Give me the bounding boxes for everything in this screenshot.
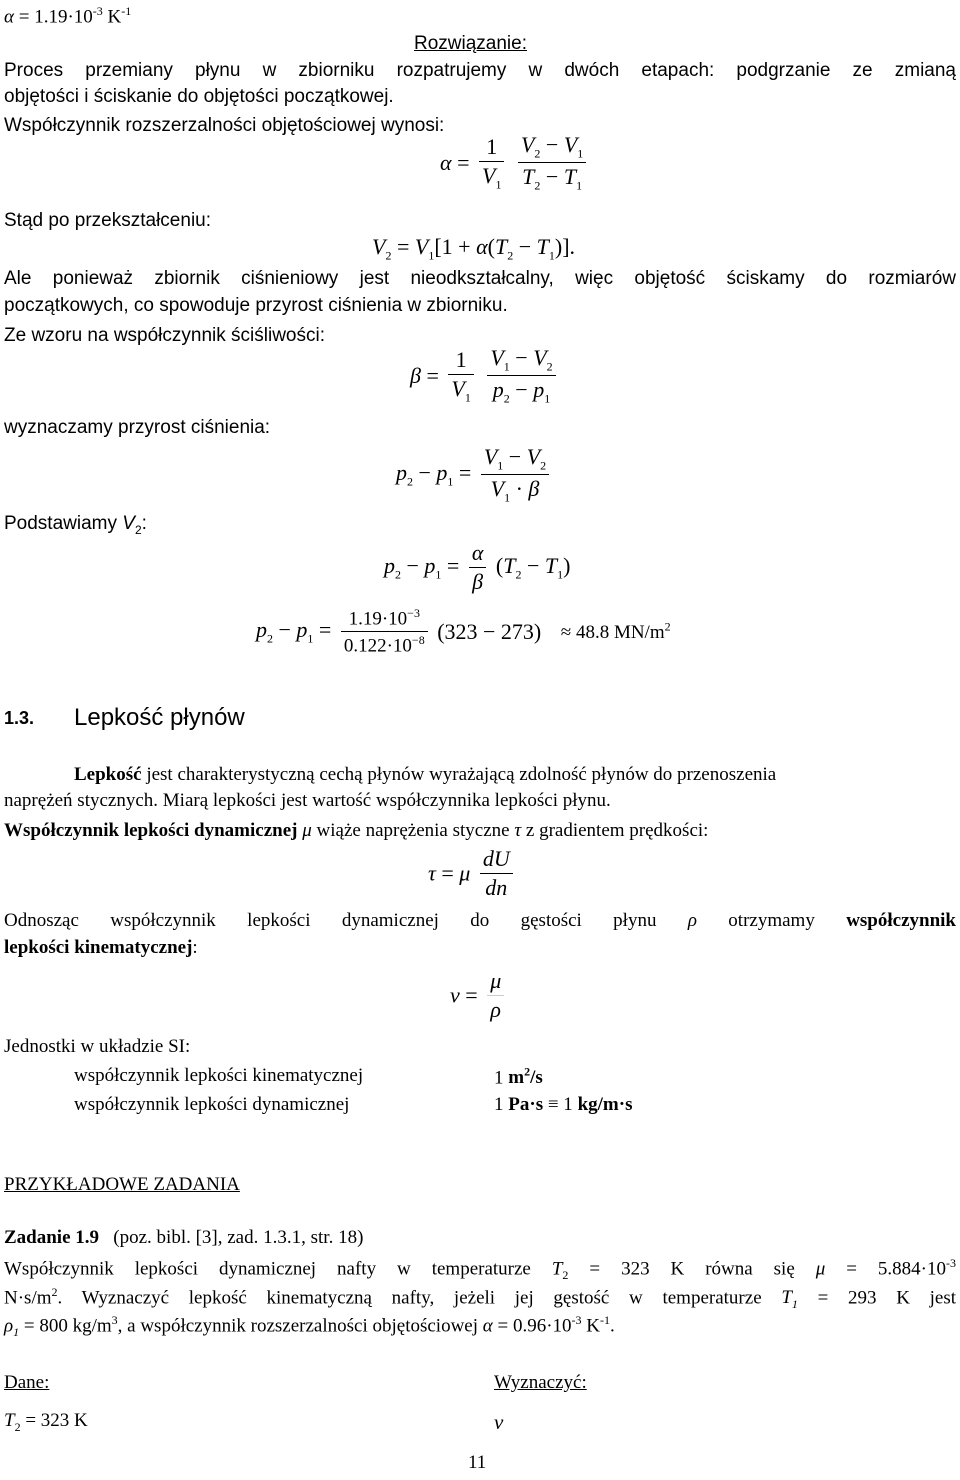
find-label: Wyznaczyć: [494, 1372, 587, 1393]
solution-title: Rozwiązanie: [414, 33, 527, 54]
section-title: Lepkość płynów [74, 704, 245, 731]
find-value: ν [494, 1410, 504, 1434]
nu-formula: ν = $\frac{\mu}{\rho}$ [450, 968, 508, 1023]
solution-paragraph-5a: Ale ponieważ zbiornik ciśnieniowy jest nieodkształcalny, więc objętość ściskamy do rozmiarów [4, 268, 956, 289]
solution-paragraph-8: Podstawiamy $V_2$: [4, 513, 147, 537]
solution-paragraph-6: Ze wzoru na współczynnik ściśliwości: [4, 325, 325, 346]
substituted-formula: $p_2 - p_1$ = $\frac{\alpha}{\beta}$ $(T_2 - T_1)$ [384, 540, 571, 594]
solution-paragraph-1: Proces przemiany płynu w zbiorniku rozpatrujemy w dwóch etapach: podgrzanie ze zmianą [4, 60, 956, 81]
units-title: Jednostki w układzie SI: [4, 1036, 191, 1057]
pressure-increase-formula: $p_2 - p_1$ = $\frac{V_1 - V_2}{V_1 \cdot \beta}$ [396, 444, 553, 506]
alpha-formula: α = $\frac{1}{V_1}$ $\frac{V_2 - V_1}{T_2 - T_1}$ [440, 132, 590, 194]
task-line-3: $\rho_1 = 800$ $kg/m^3$, a współczynnik rozszerzalności objętościowej $\alpha = 0.96\cdot 10^{-3}$ $K^{-1}$. [4, 1313, 615, 1340]
unit-kinematic-label: współczynnik lepkości kinematycznej [74, 1065, 364, 1086]
task-line-1: Współczynnik lepkości dynamicznej nafty w temperaturze $T_2 = 323$ K równa się $\mu = 5.884\cdot 10^{-3}$ [4, 1256, 957, 1283]
viscosity-line-1: Lepkość jest charakterystyczną cechą płynów wyrażającą zdolność płynów do przenoszenia [74, 764, 777, 785]
solution-paragraph-7: wyznaczamy przyrost ciśnienia: [4, 417, 271, 438]
viscosity-line-3: Współczynnik lepkości dynamicznej μ wiąże naprężenia styczne τ z gradientem prędkości: [4, 820, 709, 841]
beta-formula: β = $\frac{1}{V_1}$ $\frac{V_1 - V_2}{p_2 - p_1}$ [410, 345, 560, 407]
solution-paragraph-2: objętości i ściskanie do objętości początkowej. [4, 86, 394, 107]
given-value: $T_2 = 323$ K [4, 1410, 88, 1434]
unit-dynamic-label: współczynnik lepkości dynamicznej [74, 1094, 350, 1115]
viscosity-line-2: naprężeń stycznych. Miarą lepkości jest wartość współczynnika lepkości płynu. [4, 790, 611, 811]
numeric-result-formula: $p_2 - p_1$ = $\frac{1.19\cdot 10^{-3}}{0.122\cdot 10^{-8}}$ (323 − 273) ≈ 48.8 $MN/m^2$ [256, 606, 671, 657]
alpha-value-line: $\alpha = 1.19\cdot 10^{-3}$ $K^{-1}$ [4, 4, 132, 28]
solution-paragraph-5b: początkowych, co spowoduje przyrost ciśnienia w zbiorniku. [4, 295, 508, 316]
viscosity-line-5: lepkości kinematycznej: [4, 937, 198, 958]
v2-formula: $V_2 = V_1[1 + \alpha(T_2 - T_1)]$. [372, 234, 576, 263]
unit-kinematic-value: 1 $m^2/s$ [494, 1065, 543, 1089]
section-number: 1.3. [4, 708, 35, 728]
solution-paragraph-4: Stąd po przekształceniu: [4, 210, 212, 231]
tau-formula: τ = μ $\frac{dU}{dn}$ [428, 846, 517, 901]
solution-paragraph-3: Współczynnik rozszerzalności objętościowej wynosi: [4, 115, 445, 136]
task-line-2: $N\cdot s/m^2$. Wyznaczyć lepkość kinematyczną nafty, jeżeli jej gęstość w temperaturze $T_1 = 293$ K jest [4, 1285, 956, 1312]
unit-dynamic-value: 1 Pa·s ≡ 1 kg/m·s [494, 1094, 633, 1115]
viscosity-line-4: Odnosząc współczynnik lepkości dynamicznej do gęstości płynu ρ otrzymamy współczynnik [4, 910, 956, 931]
page-number: 11 [468, 1452, 487, 1473]
examples-title: PRZYKŁADOWE ZADANIA [4, 1174, 240, 1195]
given-label: Dane: [4, 1372, 50, 1393]
task-heading: Zadanie 1.9 (poz. bibl. [3], zad. 1.3.1, str. 18) [4, 1227, 364, 1248]
